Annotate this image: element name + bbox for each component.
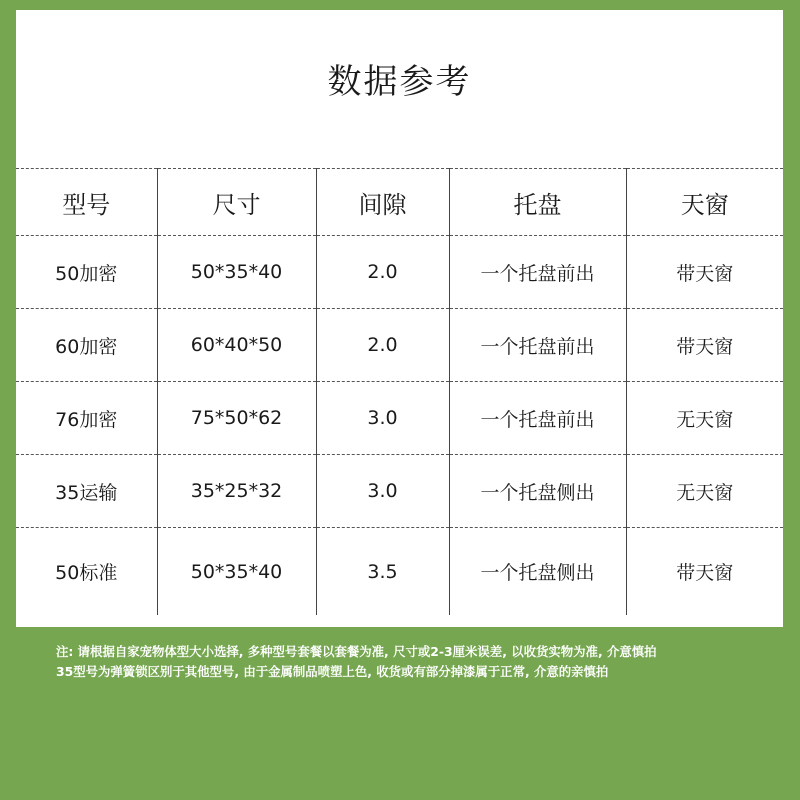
header-skylight: 天窗 (626, 169, 783, 236)
cell-model: 50加密 (16, 236, 157, 309)
cell-tray: 一个托盘前出 (449, 309, 626, 382)
cell-skylight: 带天窗 (626, 528, 783, 616)
header-size: 尺寸 (157, 169, 316, 236)
cell-tray: 一个托盘侧出 (449, 455, 626, 528)
table-row (16, 236, 783, 309)
note-line-2: 35型号为弹簧锁区别于其他型号, 由于金属制品喷塑上色, 收货或有部分掉漆属于正常, 介意的亲慎拍 (56, 664, 609, 679)
cell-size: 50*35*40 (157, 236, 316, 309)
table-row (16, 455, 783, 528)
spec-panel (16, 10, 783, 627)
cell-tray: 一个托盘侧出 (449, 528, 626, 616)
table-header-row (16, 169, 783, 236)
cell-skylight: 无天窗 (626, 455, 783, 528)
spec-table (16, 168, 783, 615)
cell-size: 35*25*32 (157, 455, 316, 528)
page-title: 数据参考 (327, 62, 472, 102)
cell-model: 60加密 (16, 309, 157, 382)
cell-gap: 3.0 (316, 455, 449, 528)
header-gap: 间隙 (316, 169, 449, 236)
notes-block (56, 642, 786, 682)
cell-tray: 一个托盘前出 (449, 382, 626, 455)
cell-gap: 2.0 (316, 309, 449, 382)
table-row (16, 309, 783, 382)
cell-tray: 一个托盘前出 (449, 236, 626, 309)
cell-skylight: 无天窗 (626, 382, 783, 455)
header-tray: 托盘 (449, 169, 626, 236)
cell-size: 60*40*50 (157, 309, 316, 382)
cell-model: 35运输 (16, 455, 157, 528)
header-model: 型号 (16, 169, 157, 236)
cell-size: 75*50*62 (157, 382, 316, 455)
note-line-1: 注: 请根据自家宠物体型大小选择, 多种型号套餐以套餐为准, 尺寸或2-3厘米误差, 以收货实物为准, 介意慎拍 (56, 644, 657, 659)
cell-skylight: 带天窗 (626, 309, 783, 382)
table-row (16, 528, 783, 616)
cell-gap: 3.5 (316, 528, 449, 616)
table-row (16, 382, 783, 455)
cell-gap: 2.0 (316, 236, 449, 309)
cell-gap: 3.0 (316, 382, 449, 455)
cell-model: 76加密 (16, 382, 157, 455)
cell-model: 50标准 (16, 528, 157, 616)
cell-skylight: 带天窗 (626, 236, 783, 309)
cell-size: 50*35*40 (157, 528, 316, 616)
